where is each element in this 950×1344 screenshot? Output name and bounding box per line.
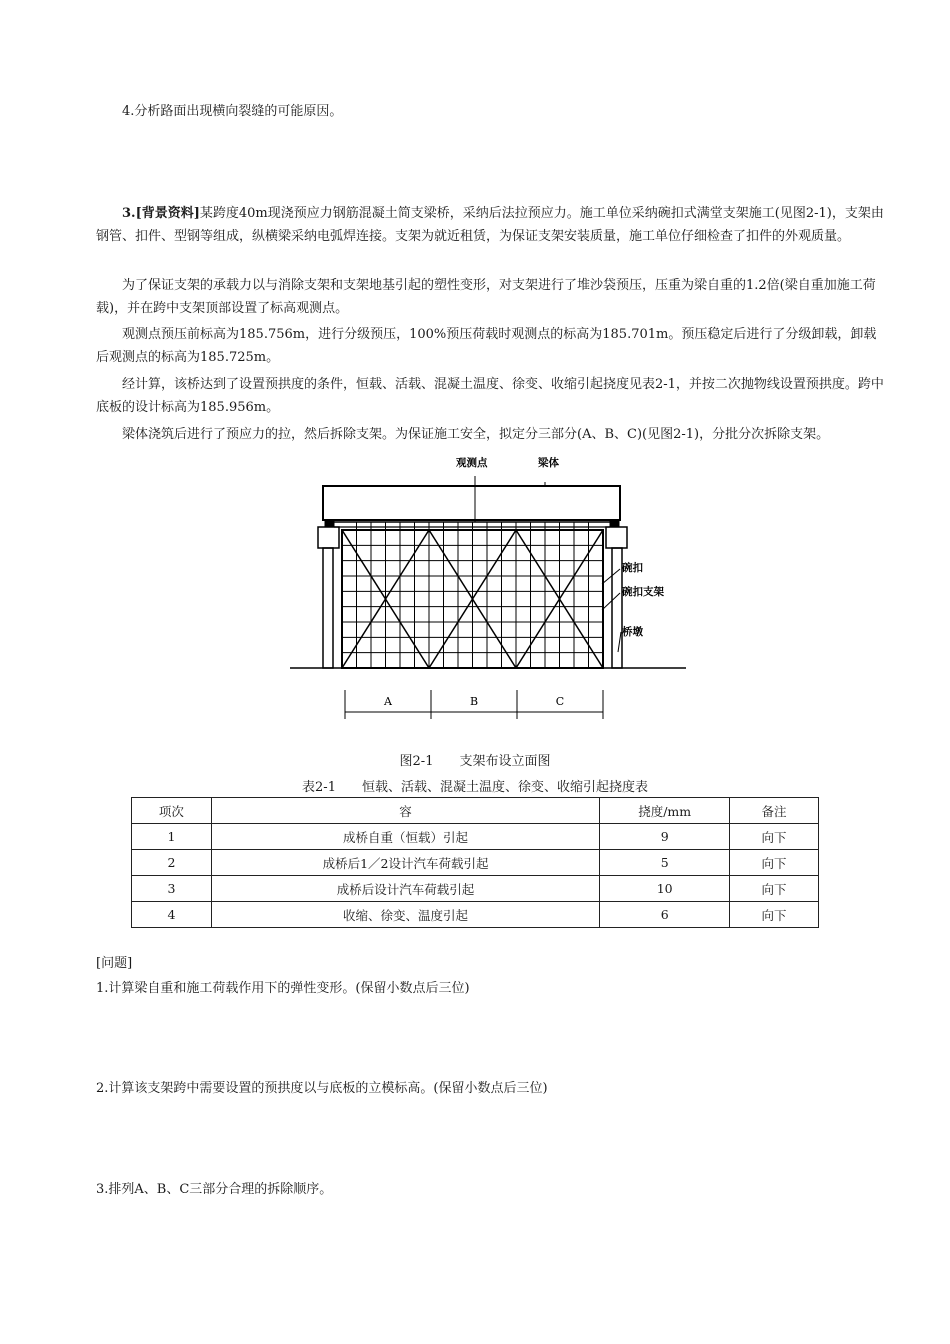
- background-tag: [背景资料]: [135, 206, 200, 221]
- header-remark: 备注: [730, 798, 819, 824]
- label-section-b: B: [469, 695, 479, 708]
- case-text-1: 某跨度40m现浇预应力钢筋混凝土简支梁桥，采纳后法拉预应力。施工单位采纳碗扣式满堂支架施工(见图2-1)，支架由钢管、扣件、型钢等组成，纵横梁采纳电弧焊连接。支架为就近租赁，为保证支架安装质量，施工单位仔细检查了扣件的外观质量。: [96, 206, 884, 244]
- case-number: 3.: [122, 206, 136, 221]
- case-paragraph-2: 为了保证支架的承载力以与消除支架和支架地基引起的塑性变形，对支架进行了堆沙袋预压，压重为梁自重的1.2倍(梁自重加施工荷载)，并在跨中支架顶部设置了标高观测点。: [96, 278, 876, 316]
- pier-cap-right: [606, 527, 627, 548]
- table-header-row: [132, 798, 819, 824]
- label-section-c: C: [555, 695, 565, 708]
- cell-item: 2: [132, 850, 212, 876]
- cell-deflection: 9: [600, 824, 730, 850]
- cell-remark: 向下: [730, 824, 819, 850]
- cell-content: 成桥后1／2设计汽车荷载引起: [211, 850, 599, 876]
- support-elevation-diagram: [288, 452, 688, 722]
- header-deflection: 挠度/mm: [600, 798, 730, 824]
- table-row: [132, 850, 819, 876]
- cell-content: 成桥后设计汽车荷载引起: [211, 876, 599, 902]
- cell-item: 3: [132, 876, 212, 902]
- label-observation-point: 观测点: [456, 457, 488, 469]
- table-title: 表2-1 恒载、活载、混凝土温度、徐变、收缩引起挠度表: [302, 780, 648, 795]
- cell-item: 1: [132, 824, 212, 850]
- figure-caption: 图2-1 支架布设立面图: [399, 754, 551, 769]
- question-4-previous: 4.分析路面出现横向裂缝的可能原因。: [122, 104, 343, 119]
- cell-remark: 向下: [730, 876, 819, 902]
- cell-remark: 向下: [730, 902, 819, 928]
- table-row: [132, 902, 819, 928]
- scaffold-grid: [342, 522, 603, 668]
- question-3: 3.排列A、B、C三部分合理的拆除顺序。: [96, 1182, 333, 1197]
- bearing-right: [610, 520, 619, 527]
- question-1: 1.计算梁自重和施工荷载作用下的弹性变形。(保留小数点后三位): [96, 981, 470, 996]
- label-pier: 桥墩: [622, 626, 643, 638]
- label-beam-body: 梁体: [538, 457, 559, 469]
- cell-deflection: 10: [600, 876, 730, 902]
- cell-deflection: 5: [600, 850, 730, 876]
- table-row: [132, 824, 819, 850]
- header-content: 容: [211, 798, 599, 824]
- header-item: 项次: [132, 798, 212, 824]
- cell-remark: 向下: [730, 850, 819, 876]
- cell-item: 4: [132, 902, 212, 928]
- questions-heading: [问题]: [96, 956, 133, 971]
- case-paragraph-5: 梁体浇筑后进行了预应力的拉，然后拆除支架。为保证施工安全，拟定分三部分(A、B、C)(见图2-1)，分批分次拆除支架。: [122, 427, 830, 442]
- cell-deflection: 6: [600, 902, 730, 928]
- bearing-left: [325, 520, 334, 527]
- pier-right: [612, 548, 622, 668]
- pier-left: [323, 548, 333, 668]
- cell-content: 成桥自重（恒载）引起: [211, 824, 599, 850]
- case-paragraph-1: [96, 203, 888, 248]
- question-2: 2.计算该支架跨中需要设置的预拱度以与底板的立模标高。(保留小数点后三位): [96, 1081, 548, 1096]
- deflection-table: [131, 797, 819, 928]
- table-row: [132, 876, 819, 902]
- cell-content: 收缩、徐变、温度引起: [211, 902, 599, 928]
- label-section-a: A: [384, 695, 392, 708]
- label-bowl-buckle: 碗扣: [622, 562, 643, 574]
- case-paragraph-3: 观测点预压前标高为185.756m，进行分级预压，100%预压荷载时观测点的标高为185.701m。预压稳定后进行了分级卸载，卸载后观测点的标高为185.725m。: [96, 327, 877, 365]
- pier-cap-left: [318, 527, 339, 548]
- beam-body: [323, 486, 620, 520]
- label-bowl-buckle-support: 碗扣支架: [622, 586, 664, 598]
- case-paragraph-4: 经计算，该桥达到了设置预拱度的条件，恒载、活载、混凝土温度、徐变、收缩引起挠度见表2-1，并按二次抛物线设置预拱度。跨中底板的设计标高为185.956m。: [96, 377, 884, 415]
